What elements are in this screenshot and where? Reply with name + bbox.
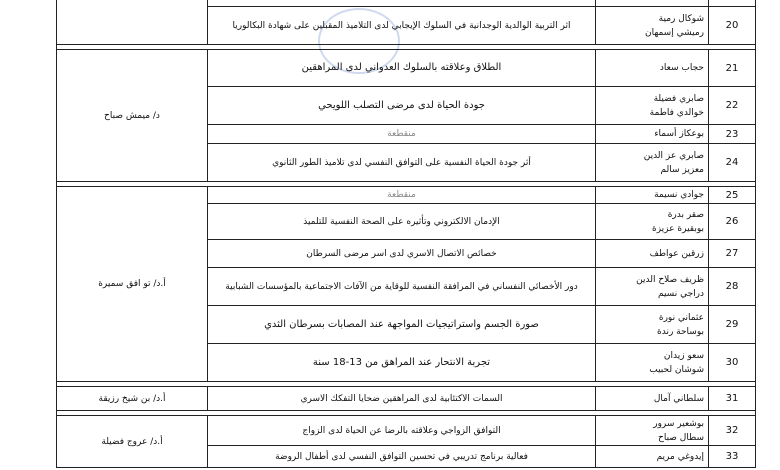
supervisor-cell: أ.د/ تو افق سميرة [57,187,208,382]
supervisor-cell: أ.د/ بن شيخ رزيقة [57,387,208,411]
student-names: شوكال رمية رميشي إسمهان [596,7,709,45]
student-names: زرقين عواطف [596,240,709,268]
dropped-status: منقطعة [208,187,596,204]
student-names: إيدوغي مريم [596,446,709,468]
row-number: 21 [709,50,756,87]
thesis-title: دور الأخصائي النفساني في المرافقة النفسية للوقاية من الآفات الاجتماعية بالمؤسسات الشبابية [208,268,596,306]
thesis-title: التوافق الزواجي وعلاقته بالرضا عن الحياة لدى الزواج [208,416,596,446]
thesis-title: خصائص الاتصال الاسري لدى اسر مرضى السرطان [208,240,596,268]
dropped-status: منقطعة [208,125,596,144]
supervisor-cell: أ.د/ عروج فضيلة [57,416,208,468]
row-number: 24 [709,144,756,182]
row-number: 25 [709,187,756,204]
row-number: 31 [709,387,756,411]
supervision-table [56,0,756,468]
student-names: سلطاني آمال [596,387,709,411]
table-row [57,416,756,446]
student-names: جوادي نسيمة [596,187,709,204]
row-number: 26 [709,204,756,240]
student-names: صابري فضيلة خوالدي فاطمة [596,87,709,125]
table-row [57,50,756,87]
thesis-title: اثر التربية الوالدية الوجدانية في السلوك الإيجابي لدى التلاميذ المقبلين على شهادة البكالوريا [208,7,596,45]
thesis-title: الإدمان الالكتروني وتأثيره على الصحة النفسية للتلميذ [208,204,596,240]
thesis-title: الطلاق وعلاقته بالسلوك العدواني لدى المراهقين [208,50,596,87]
student-names: سعو زيدان شوشان لحبيب [596,344,709,382]
student-names: حجاب سعاد [596,50,709,87]
student-names: ظريف صلاح الدين دراجي نسيم [596,268,709,306]
supervisor-cell [57,0,208,45]
thesis-title: تجربة الانتحار عند المراهق من 13-18 سنة [208,344,596,382]
thesis-title: السمات الاكتئابية لدى المراهقين ضحايا التفكك الاسري [208,387,596,411]
row-number: 22 [709,87,756,125]
table-row [57,187,756,204]
row-number: 23 [709,125,756,144]
student-names: صقر بدرة بوبقيرة عزيزة [596,204,709,240]
student-names: بوشعير سرور سطال صباح [596,416,709,446]
row-number: 32 [709,416,756,446]
thesis-title: جودة الحياة لدى مرضى التصلب اللويحي [208,87,596,125]
thesis-title: فعالية برنامج تدريبي في تحسين التوافق النفسي لدى أطفال الروضة [208,446,596,468]
table-row [57,387,756,411]
row-number: 28 [709,268,756,306]
student-names: صابري عز الدين معزيز سالم [596,144,709,182]
thesis-title: صورة الجسم واستراتيجيات المواجهة عند المصابات بسرطان الثدي [208,306,596,344]
row-number: 27 [709,240,756,268]
student-names: عثماني نورة بوساحة رندة [596,306,709,344]
supervisor-cell: د/ ميمش صباح [57,50,208,182]
student-names: بوعكاز أسماء [596,125,709,144]
row-number: 20 [709,7,756,45]
row-number: 33 [709,446,756,468]
thesis-title: أثر جودة الحياة النفسية على التوافق النفسي لدى تلاميذ الطور الثانوي [208,144,596,182]
row-number: 30 [709,344,756,382]
row-number: 29 [709,306,756,344]
